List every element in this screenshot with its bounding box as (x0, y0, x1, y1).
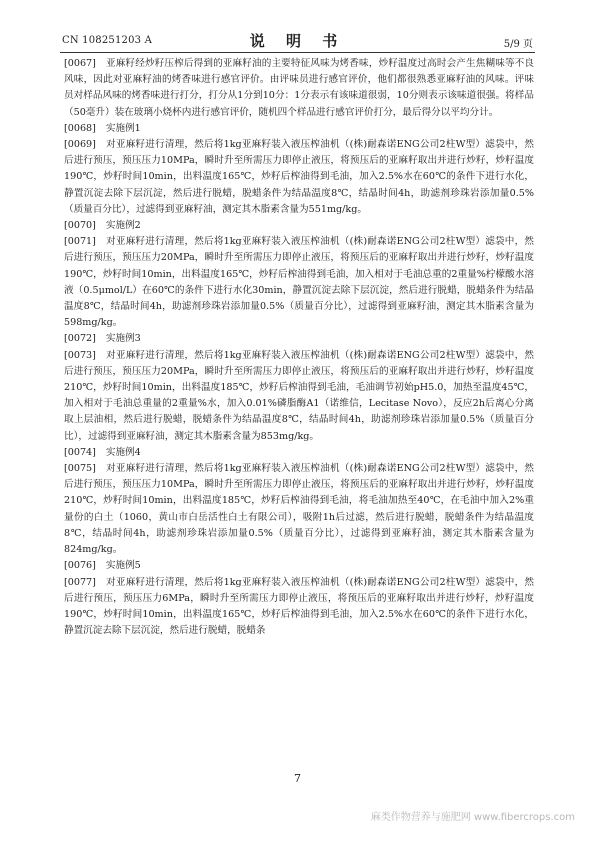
paragraph-number: [0071] (64, 236, 96, 248)
paragraph-number: [0068] (64, 122, 96, 134)
example-heading (64, 558, 534, 574)
watermark: 麻类作物营养与施肥网 www.fibercrops.com (370, 812, 575, 823)
paragraph-number: [0075] (64, 463, 96, 475)
document-title: 说 明 书 (249, 32, 346, 50)
paragraph-text: 对亚麻籽进行清理，然后将1kg亚麻籽装入液压榨油机（(株)耐森诺ENG公司2柱W型）滤袋中，然后进行预压，预压压力6MPa，瞬时升至所需压力即停止液压，将预压后的亚麻籽取出并进行炒籽，炒籽温度190℃，炒籽时间10min，出料温度165℃，炒籽后榨油得到毛油，加入2.5%水在60℃的条件下进行水化，静置沉淀去除下层沉淀，然后进行脱蜡，脱蜡条 (64, 576, 534, 637)
paragraph-text: 实施例5 (105, 560, 141, 572)
paragraph-text: 对亚麻籽进行清理，然后将1kg亚麻籽装入液压榨油机（(株)耐森诺ENG公司2柱W型）滤袋中，然后进行预压，预压压力10MPa，瞬时升至所需压力即停止液压，将预压后的亚麻籽取出并进行炒籽，炒籽温度210℃，炒籽时间10min，出料温度185℃，炒籽后榨油得到毛油，将毛油加热至40℃，在毛油中加入2%重量份的白土（1060，黄山市白岳活性白土有限公司），吸附1h后过滤，然后进行脱蜡，脱蜡条件为结晶温度8℃，结晶时间4h，助滤剂珍珠岩添加量0.5%（质量百分比），过滤得到亚麻籽油，测定其木脂素含量为824mg/kg。 (64, 463, 534, 556)
paragraph-text: 实施例1 (105, 122, 141, 134)
paragraph-text: 实施例2 (105, 220, 141, 232)
paragraph-text: 实施例4 (105, 446, 141, 458)
paragraph-number: [0074] (64, 446, 96, 458)
paragraph (64, 575, 534, 640)
example-heading (64, 445, 534, 461)
paragraph-number: [0072] (64, 333, 96, 345)
paragraph-number: [0069] (64, 139, 96, 151)
paragraph-number: [0076] (64, 560, 96, 572)
paragraph-text: 亚麻籽经炒籽压榨后得到的亚麻籽油的主要特征风味为烤香味，炒籽温度过高时会产生焦糊味等不良风味，因此对亚麻籽油的烤香味进行感官评价。由评味员进行感官评价，他们都很熟悉亚麻籽油的风味。评味员对样品风味的烤香味进行打分，打分从1分到10分：1分表示有该味道很弱，10分则表示该味道很强。将样品（50毫升）装在玻璃小烧杯内进行感官评价，随机四个样品进行感官评价打分，最后得分以平均分计。 (64, 58, 534, 118)
paragraph-text: 对亚麻籽进行清理，然后将1kg亚麻籽装入液压榨油机（(株)耐森诺ENG公司2柱W型）滤袋中，然后进行预压，预压压力20MPa，瞬时升至所需压力即停止液压，将预压后的亚麻籽取出并进行炒籽，炒籽温度190℃，炒籽时间10min，出料温度165℃，炒籽后榨油得到毛油，加入相对于毛油总重的2重量%柠檬酸水溶液（0.5μmol/L）在60℃的条件下进行水化30min，静置沉淀去除下层沉淀，然后进行脱蜡，脱蜡条件为结晶温度8℃，结晶时间4h，助滤剂珍珠岩添加量0.5%（质量百分比），过滤得到亚麻籽油，测定其木脂素含量为598mg/kg。 (64, 236, 534, 329)
header-divider (60, 52, 535, 53)
paragraph-number: [0067] (64, 58, 96, 69)
example-heading (64, 331, 534, 347)
paragraph-number: [0073] (64, 349, 96, 361)
document-body (64, 56, 534, 639)
page-indicator: 5/9 页 (503, 39, 533, 50)
paragraph-text: 对亚麻籽进行清理，然后将1kg亚麻籽装入液压榨油机（(株)耐森诺ENG公司2柱W型）滤袋中，然后进行预压，预压压力10MPa，瞬时升至所需压力即停止液压，将预压后的亚麻籽取出并进行炒籽，炒籽温度190℃，炒籽时间10min，出料温度165℃，炒籽后榨油得到毛油，加入2.5%水在60℃的条件下进行水化，静置沉淀去除下层沉淀，然后进行脱蜡，脱蜡条件为结晶温度8℃，结晶时间4h，助滤剂珍珠岩添加量0.5%（质量百分比），过滤得到亚麻籽油，测定其木脂素含量为551mg/kg。 (64, 139, 534, 215)
paragraph (64, 461, 534, 558)
paragraph-number: [0070] (64, 220, 96, 232)
example-heading (64, 121, 534, 137)
paragraph (64, 234, 534, 331)
paragraph-text: 实施例3 (105, 333, 141, 345)
example-heading (64, 218, 534, 234)
paragraph-text: 对亚麻籽进行清理，然后将1kg亚麻籽装入液压榨油机（(株)耐森诺ENG公司2柱W型）滤袋中，然后进行预压，预压压力20MPa，瞬时升至所需压力即停止液压，将预压后的亚麻籽取出并进行炒籽，炒籽温度210℃，炒籽时间10min，出料温度185℃，炒籽后榨油得到毛油，毛油调节初始pH5.0，加热至温度45℃，加入相对于毛油总重量的2重量%水，加入0.01%磷脂酶A1（诺维信，Lecitase Novo），反应2h后离心分离取上层油相，然后进行脱蜡，脱蜡条件为结晶温度8℃，结晶时间4h，助滤剂珍珠岩添加量0.5%（质量百分比），过滤得到亚麻籽油，测定其木脂素含量为853mg/kg。 (64, 349, 534, 442)
paragraph (64, 348, 534, 445)
paragraph-number: [0077] (64, 576, 96, 588)
page-number: 7 (294, 772, 301, 785)
paragraph (64, 56, 534, 121)
patent-number: CN 108251203 A (62, 35, 153, 46)
paragraph (64, 137, 534, 218)
